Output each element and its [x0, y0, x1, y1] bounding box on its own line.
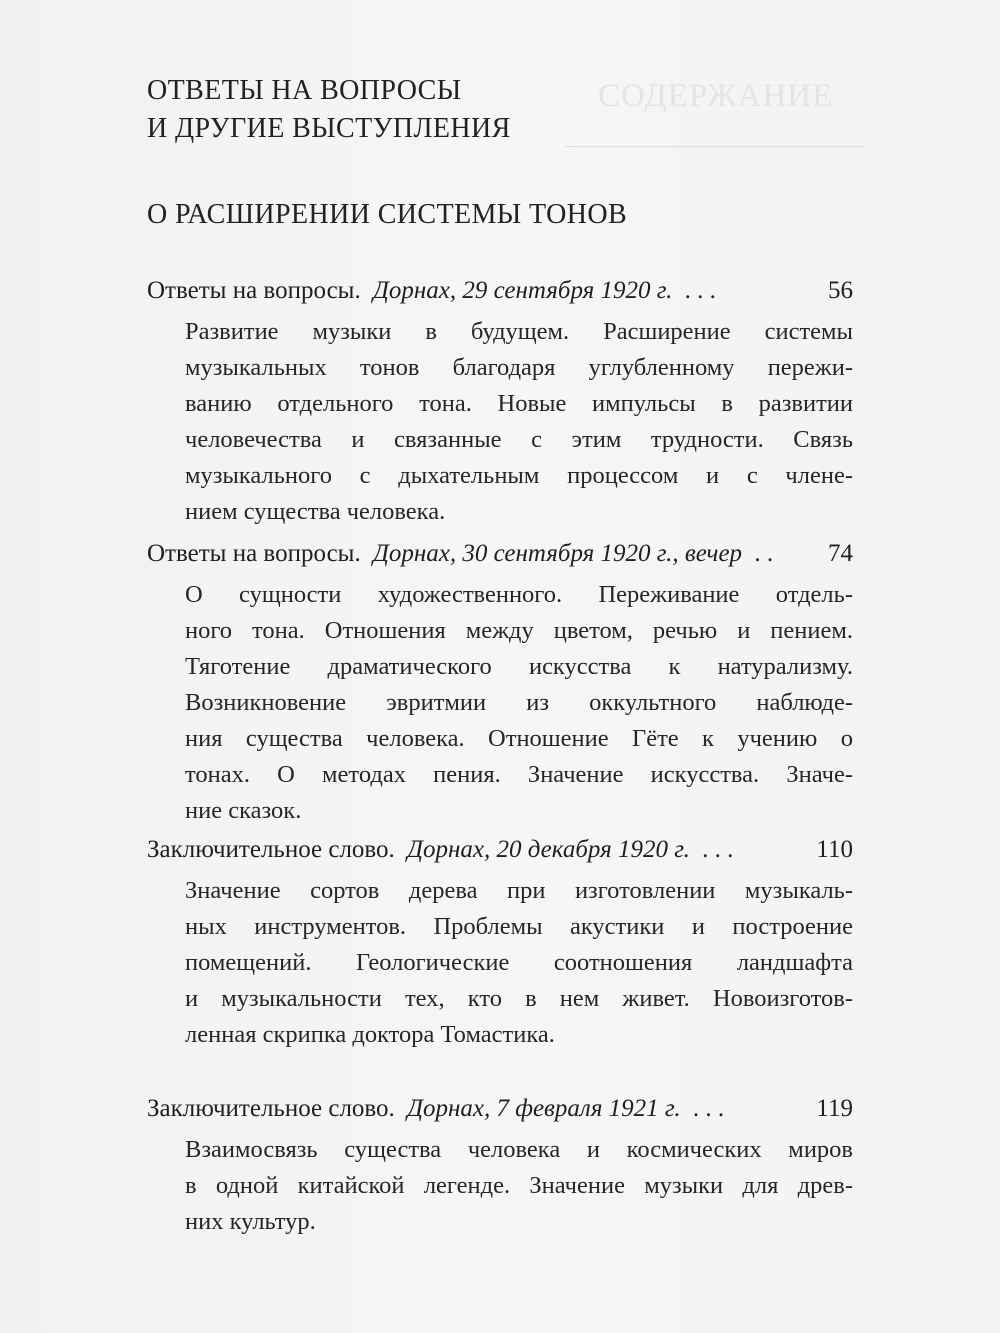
- description-line: музыкальных тонов благодаря углубленному пережи-: [185, 354, 853, 381]
- toc-entry: [147, 534, 853, 829]
- chapter-heading-line-1: ОТВЕТЫ НА ВОПРОСЫ: [147, 75, 462, 106]
- bleed-through-title: СОДЕРЖАНИЕ: [598, 78, 834, 114]
- description-line: ние сказок.: [185, 797, 302, 824]
- toc-entry-page-number: 74: [828, 540, 853, 567]
- toc-entry: [147, 830, 853, 1053]
- description-line: тонах. О методах пения. Значение искусства. Значе-: [185, 761, 853, 788]
- toc-entry-place-date: Дорнах, 30 сентября 1920 г., вечер: [372, 540, 743, 567]
- bleed-through-rule: [565, 146, 865, 147]
- toc-entry-page-number: 119: [816, 1095, 853, 1122]
- section-heading: О РАСШИРЕНИИ СИСТЕМЫ ТОНОВ: [147, 199, 628, 230]
- description-line: Значение сортов дерева при изготовлении музыкаль-: [185, 877, 853, 904]
- toc-entry-description: [185, 577, 853, 829]
- description-line: Взаимосвязь существа человека и космических миров: [185, 1136, 853, 1163]
- toc-entry-header: [147, 534, 853, 574]
- toc-entry-leader: . .: [754, 540, 774, 567]
- toc-entry-place-date: Дорнах, 29 сентября 1920 г.: [372, 277, 673, 304]
- toc-entry-page-number: 110: [816, 836, 853, 863]
- description-line: ного тона. Отношения между цветом, речью и пением.: [185, 617, 853, 644]
- description-line: ленная скрипка доктора Томастика.: [185, 1021, 555, 1048]
- toc-entry-place-date: Дорнах, 20 декабря 1920 г.: [407, 836, 690, 863]
- toc-entry-title: Заключительное слово.: [147, 836, 395, 863]
- description-line: нием существа человека.: [185, 498, 446, 525]
- description-line: и музыкальности тех, кто в нем живет. Новоизготов-: [185, 985, 853, 1012]
- toc-entry-title: Ответы на вопросы.: [147, 277, 361, 304]
- toc-entry-title: Ответы на вопросы.: [147, 540, 361, 567]
- toc-entry-description: [185, 314, 853, 530]
- toc-entry-leader: . . .: [684, 277, 716, 304]
- toc-entry: [147, 271, 853, 530]
- description-line: помещений. Геологические соотношения ландшафта: [185, 949, 853, 976]
- description-line: человечества и связанные с этим трудности. Связь: [185, 426, 853, 453]
- toc-entry-title: Заключительное слово.: [147, 1095, 395, 1122]
- chapter-heading-line-2: И ДРУГИЕ ВЫСТУПЛЕНИЯ: [147, 113, 511, 144]
- toc-entry: [147, 1089, 853, 1240]
- description-line: музыкального с дыхательным процессом и с члене-: [185, 462, 853, 489]
- description-line: ния существа человека. Отношение Гёте к учению о: [185, 725, 853, 752]
- toc-entry-page-number: 56: [828, 277, 853, 304]
- description-line: ванию отдельного тона. Новые импульсы в развитии: [185, 390, 853, 417]
- toc-entry-header: [147, 1089, 853, 1129]
- chapter-heading: [147, 72, 511, 148]
- description-line: Развитие музыки в будущем. Расширение системы: [185, 318, 853, 345]
- description-line: в одной китайской легенде. Значение музыки для древ-: [185, 1172, 853, 1199]
- toc-entry-header: [147, 830, 853, 870]
- toc-entry-place-date: Дорнах, 7 февраля 1921 г.: [407, 1095, 681, 1122]
- description-line: Тяготение драматического искусства к натурализму.: [185, 653, 853, 680]
- toc-entry-leader: . . .: [692, 1095, 725, 1122]
- toc-entry-description: [185, 1132, 853, 1240]
- description-line: О сущности художественного. Переживание отдель-: [185, 581, 853, 608]
- description-line: ных инструментов. Проблемы акустики и построение: [185, 913, 853, 940]
- toc-entry-header: [147, 271, 853, 311]
- toc-entry-description: [185, 873, 853, 1053]
- description-line: них культур.: [185, 1208, 316, 1235]
- description-line: Возникновение эвритмии из оккультного наблюде-: [185, 689, 853, 716]
- toc-entry-leader: . . .: [702, 836, 734, 863]
